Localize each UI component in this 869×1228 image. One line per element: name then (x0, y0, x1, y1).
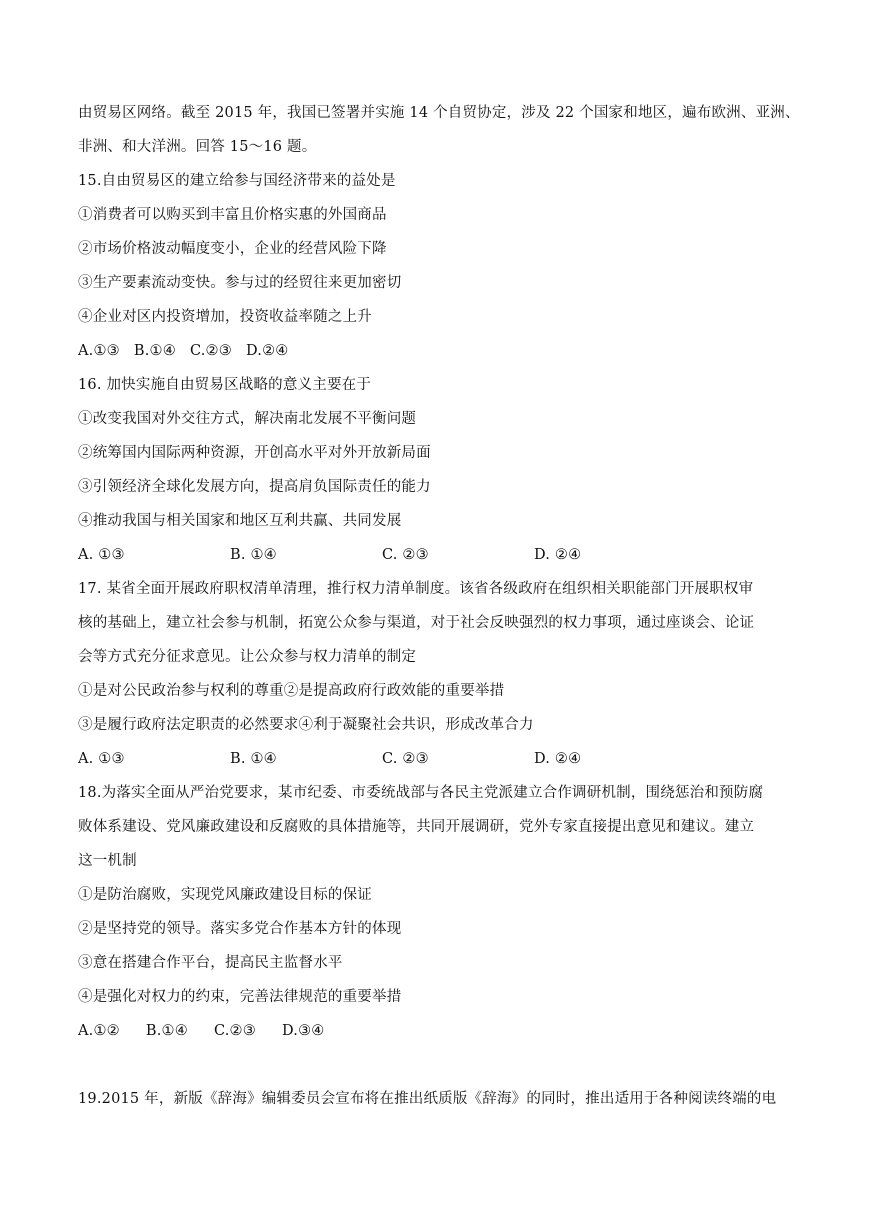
q15-statement-3: ③生产要素流动变快。参与过的经贸往来更加密切 (78, 275, 402, 291)
q16-statement-2: ②统筹国内国际两种资源，开创高水平对外开放新局面 (78, 445, 431, 461)
q18-statement-1: ①是防治腐败，实现党风廉政建设目标的保证 (78, 887, 372, 903)
q17-statements-3-4: ③是履行政府法定职责的必然要求④利于凝聚社会共识，形成改革合力 (78, 717, 534, 733)
q16-option-c: C. ②③ (382, 547, 429, 563)
q16-statement-1: ①改变我国对外交往方式，解决南北发展不平衡问题 (78, 411, 417, 427)
q19-stem-line-1: 19.2015 年，新版《辞海》编辑委员会宣布将在推出纸质版《辞海》的同时，推出适用于各种阅读终端的电 (78, 1091, 777, 1107)
q18-stem-line-2: 败体系建设、党风廉政建设和反腐败的具体措施等，共同开展调研，党外专家直接提出意见和建议。建立 (78, 819, 755, 835)
q16-option-d: D. ②④ (534, 547, 582, 563)
blank-spacer (78, 1048, 798, 1082)
intro-line-2: 非洲、和大洋洲。回答 15～16 题。 (78, 139, 317, 155)
q16-option-b: B. ①④ (230, 547, 277, 563)
intro-line-1: 由贸易区网络。截至 2015 年，我国已签署并实施 14 个自贸协定，涉及 22 个国家和地区，遍布欧洲、亚洲、 (78, 105, 800, 121)
q16-options (78, 538, 798, 572)
q15-option-c: C.②③ (189, 343, 232, 359)
q17-option-c: C. ②③ (382, 751, 429, 767)
q15-statement-4: ④企业对区内投资增加，投资收益率随之上升 (78, 309, 372, 325)
q17-stem-line-1: 17. 某省全面开展政府职权清单清理，推行权力清单制度。该省各级政府在组织相关职能部门开展职权审 (78, 581, 754, 597)
q18-option-d: D.③④ (281, 1023, 325, 1039)
q17-statements-1-2: ①是对公民政治参与权利的尊重②是提高政府行政效能的重要举措 (78, 683, 505, 699)
q18-statement-2: ②是坚持党的领导。落实多党合作基本方针的体现 (78, 921, 402, 937)
q16-option-a: A. ①③ (78, 547, 125, 563)
q18-option-a: A.①② (78, 1023, 120, 1039)
q18-statement-4: ④是强化对权力的约束，完善法律规范的重要举措 (78, 989, 402, 1005)
q18-stem-line-1: 18.为落实全面从严治党要求，某市纪委、市委统战部与各民主党派建立合作调研机制，围绕惩治和预防腐 (78, 785, 764, 801)
q15-option-d: D.②④ (245, 343, 289, 359)
q17-option-b: B. ①④ (230, 751, 277, 767)
exam-page (78, 96, 798, 1116)
q15-option-a: A.①③ (78, 343, 120, 359)
q15-options (78, 334, 798, 368)
q16-stem: 16. 加快实施自由贸易区战略的意义主要在于 (78, 377, 372, 393)
q16-statement-4: ④推动我国与相关国家和地区互利共赢、共同发展 (78, 513, 402, 529)
q17-stem-line-2: 核的基础上，建立社会参与机制，拓宽公众参与渠道，对于社会反映强烈的权力事项，通过座谈会、论证 (78, 615, 755, 631)
q15-statement-2: ②市场价格波动幅度变小，企业的经营风险下降 (78, 241, 387, 257)
q18-stem-line-3: 这一机制 (78, 853, 137, 869)
q18-option-c: C.②③ (213, 1023, 256, 1039)
q16-statement-3: ③引领经济全球化发展方向，提高肩负国际责任的能力 (78, 479, 431, 495)
q18-statement-3: ③意在搭建合作平台，提高民主监督水平 (78, 955, 343, 971)
q15-option-b: B.①④ (133, 343, 176, 359)
q15-statement-1: ①消费者可以购买到丰富且价格实惠的外国商品 (78, 207, 387, 223)
q18-option-b: B.①④ (145, 1023, 188, 1039)
q17-option-a: A. ①③ (78, 751, 125, 767)
q17-option-d: D. ②④ (534, 751, 582, 767)
q15-stem: 15.自由贸易区的建立给参与国经济带来的益处是 (78, 173, 396, 189)
q17-stem-line-3: 会等方式充分征求意见。让公众参与权力清单的制定 (78, 649, 417, 665)
q18-options (78, 1014, 798, 1048)
q17-options (78, 742, 798, 776)
